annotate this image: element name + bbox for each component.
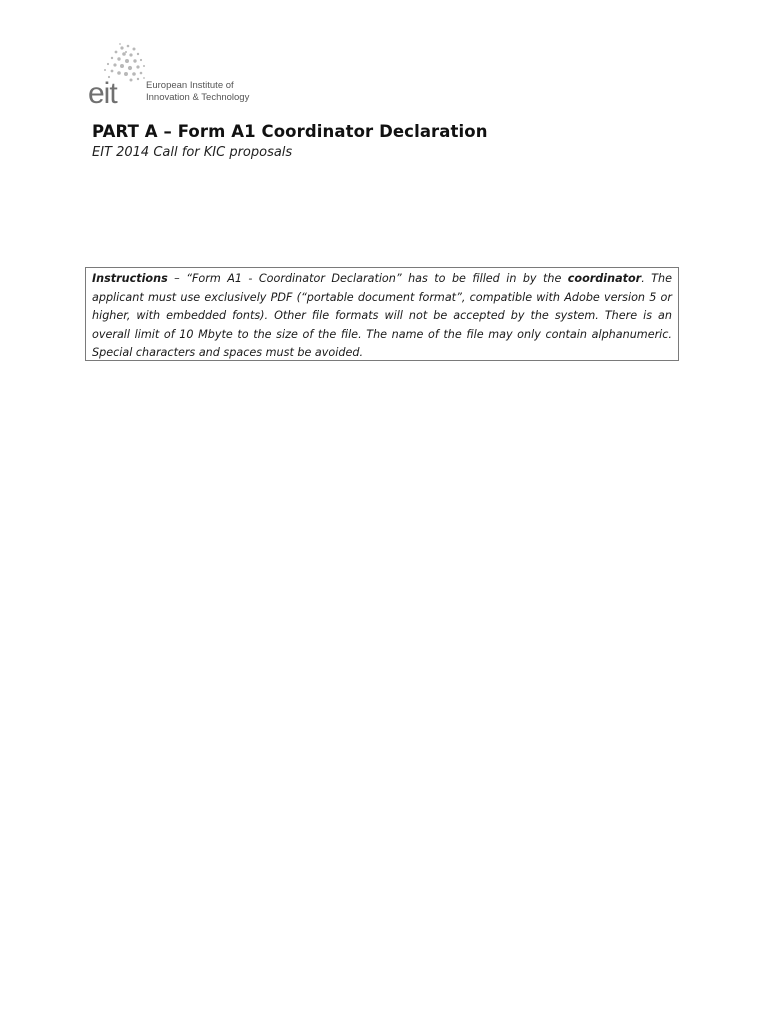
instructions-body-1: “Form A1 - Coordinator Declaration” has to be filled in by the	[186, 272, 568, 285]
instructions-box	[85, 267, 679, 361]
instructions-separator: –	[167, 272, 187, 285]
instructions-label: Instructions	[92, 272, 168, 285]
logo-line-1: European Institute of	[146, 80, 234, 91]
page-subtitle: EIT 2014 Call for KIC proposals	[92, 145, 293, 160]
instructions-body-2: . The applicant must use exclusively PDF (“portable document format”, compatible with Adobe version 5 or higher, with embedded fonts). Other file formats will not be accepted by the system. There is an overall limit of 10 Mbyte to the size of the file. The name of the file may only contain alphanumeric. Special characters and spaces must be avoided.	[92, 272, 672, 360]
eit-logo-mark	[86, 40, 148, 106]
eit-logo-letters: eit	[88, 77, 117, 106]
page-title: PART A – Form A1 Coordinator Declaration	[92, 122, 488, 141]
eit-logo-text	[146, 80, 249, 104]
logo-line-2: Innovation & Technology	[146, 92, 250, 103]
eit-logo	[86, 40, 266, 106]
instructions-text	[92, 270, 672, 363]
instructions-emphasis: coordinator	[567, 272, 642, 285]
